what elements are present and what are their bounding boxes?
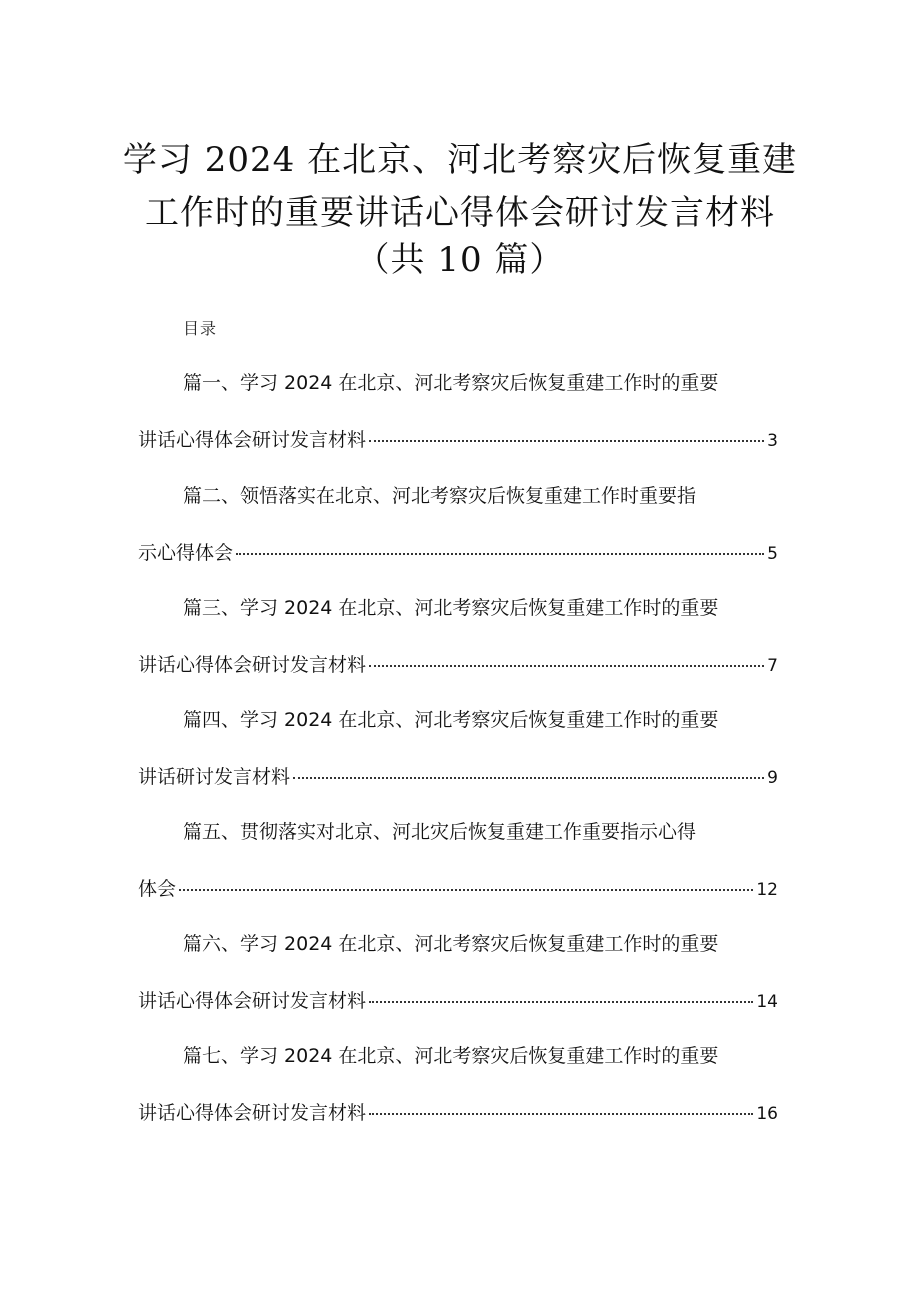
title-line-3: （共 10 篇） (355, 240, 565, 280)
toc-entry-text: 讲话心得体会研讨发言材料 (138, 990, 367, 1012)
toc-entry-title: 篇一、学习 2024 在北京、河北考察灾后恢复重建工作时的重要 (183, 372, 719, 394)
toc-page-number: 16 (756, 1104, 778, 1124)
toc-entry-continuation (138, 762, 778, 788)
toc-entry-continuation (138, 650, 778, 676)
dot-leader (179, 889, 753, 891)
toc-page-number: 3 (767, 431, 778, 451)
toc-entry-title: 篇四、学习 2024 在北京、河北考察灾后恢复重建工作时的重要 (183, 709, 719, 731)
toc-entry-continuation (138, 425, 778, 451)
toc-page-number: 9 (767, 768, 778, 788)
title-line-1: 学习 2024 在北京、河北考察灾后恢复重建 (122, 140, 798, 180)
dot-leader (369, 440, 764, 442)
toc-entry-continuation (138, 538, 778, 564)
dot-leader (236, 553, 764, 555)
toc-entry-2[interactable] (0, 481, 920, 601)
toc-page-number: 14 (756, 992, 778, 1012)
toc-entry-title: 篇六、学习 2024 在北京、河北考察灾后恢复重建工作时的重要 (183, 933, 719, 955)
dot-leader (369, 1113, 753, 1115)
dot-leader (369, 665, 764, 667)
toc-entry-text: 讲话心得体会研讨发言材料 (138, 1102, 367, 1124)
title-line-2: 工作时的重要讲话心得体会研讨发言材料 (145, 193, 775, 233)
toc-entry-continuation (138, 986, 778, 1012)
dot-leader (369, 1001, 753, 1003)
toc-heading: 目录 (183, 319, 218, 338)
toc-entry-title: 篇七、学习 2024 在北京、河北考察灾后恢复重建工作时的重要 (183, 1045, 719, 1067)
toc-entry-7[interactable] (0, 1041, 920, 1161)
toc-entry-continuation (138, 1098, 778, 1124)
toc-entry-title: 篇二、领悟落实在北京、河北考察灾后恢复重建工作时重要指 (183, 485, 697, 507)
toc-entry-6[interactable] (0, 929, 920, 1049)
toc-entry-title: 篇三、学习 2024 在北京、河北考察灾后恢复重建工作时的重要 (183, 597, 719, 619)
toc-entry-1[interactable] (0, 368, 920, 488)
toc-entry-text: 讲话研讨发言材料 (138, 766, 291, 788)
toc-entry-text: 体会 (138, 878, 177, 900)
toc-page-number: 7 (767, 656, 778, 676)
toc-entry-4[interactable] (0, 705, 920, 825)
toc-page-number: 12 (756, 880, 778, 900)
toc-entry-5[interactable] (0, 817, 920, 937)
toc-entry-continuation (138, 874, 778, 900)
toc-page-number: 5 (767, 544, 778, 564)
toc-entry-text: 讲话心得体会研讨发言材料 (138, 654, 367, 676)
toc-entry-3[interactable] (0, 593, 920, 713)
dot-leader (293, 777, 764, 779)
toc-entry-text: 示心得体会 (138, 542, 234, 564)
toc-entry-title: 篇五、贯彻落实对北京、河北灾后恢复重建工作重要指示心得 (183, 821, 697, 843)
toc-entry-text: 讲话心得体会研讨发言材料 (138, 429, 367, 451)
